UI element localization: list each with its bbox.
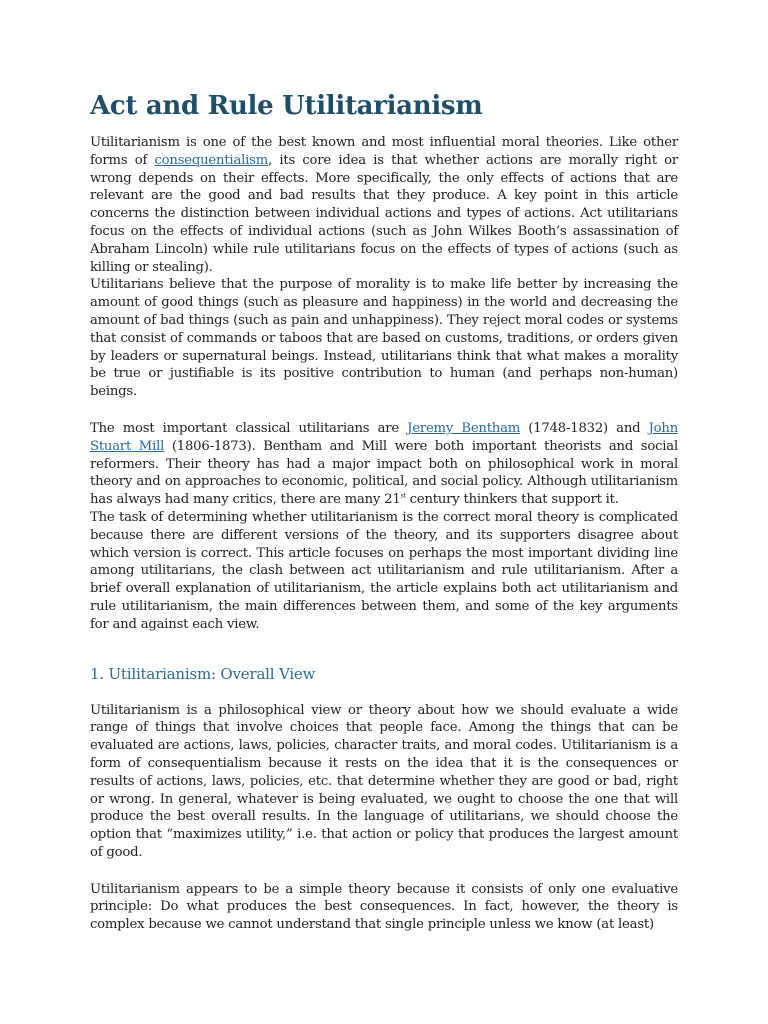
intro-paragraph-3: [90, 420, 678, 509]
section-heading-overall-view: 1. Utilitarianism: Overall View: [90, 664, 316, 683]
consequentialism-link[interactable]: consequentialism: [154, 152, 269, 168]
intro-text: (1748-1832) and: [520, 420, 649, 436]
intro-paragraph-4: The task of determining whether utilitarianism is the correct moral theory is complicated because there are different versions of the theory, and its supporters disagree about which version is correct. This article focuses on perhaps the most important dividing line among utilitarians, the clash between act utilitarianism and rule utilitarianism. After a brief overall explanation of utilitarianism, the article explains both act utilitarianism and rule utilitarianism, the main differences between them, and some of the key arguments for and against each view.: [90, 509, 678, 632]
intro-text: (1806-1873). Bentham and Mill were both important theorists and social reformers. Their theory has had a major impact both on philosophical work in moral theory and on approaches to economic, political, and social policy. Although utilitarianism has always had many critics, there are many 21: [90, 438, 678, 508]
jeremy-bentham-link[interactable]: Jeremy Bentham: [407, 420, 521, 436]
section1-paragraph-1: Utilitarianism is a philosophical view or theory about how we should evaluate a wide range of things that involve choices that people face. Among the things that can be evaluated are actions, laws, policies, character traits, and moral codes. Utilitarianism is a form of consequentialism because it rests on the idea that it is the consequences or results of actions, laws, policies, etc. that determine whether they are good or bad, right or wrong. In general, whatever is being evaluated, we ought to choose the one that will produce the best overall results. In the language of utilitarians, we should choose the option that “maximizes utility,” i.e. that action or policy that produces the largest amount of good.: [90, 702, 678, 860]
intro-text: century thinkers that support it.: [405, 492, 619, 508]
john-stuart-mill-link[interactable]: John Stuart Mill: [90, 420, 679, 454]
article: [90, 88, 678, 934]
section1-paragraph-2: Utilitarianism appears to be a simple theory because it consists of only one evaluative principle: Do what produces the best consequences. In fact, however, the theory is complex because we cannot understand that single principle unless we know (at least): [90, 881, 678, 933]
intro-text: Utilitarianism is one of the best known and most influential moral theories. Like other forms of: [90, 135, 678, 168]
intro-paragraph-2: Utilitarians believe that the purpose of morality is to make life better by increasing the amount of good things (such as pleasure and happiness) in the world and decreasing the amount of bad things (such as pain and unhappiness). They reject moral codes or systems that consist of commands or taboos that are based on customs, traditions, or orders given by leaders or supernatural beings. Instead, utilitarians think that what makes a morality be true or justifiable is its positive contribution to human (and perhaps non-human) beings.: [90, 277, 678, 400]
intro-text: , its core idea is that whether actions are morally right or wrong depends on their effects. More specifically, the only effects of actions that are relevant are the good and bad results that they produce. A key point in this article concerns the distinction between individual actions and types of actions. Act utilitarians focus on the effects of individual actions (such as John Wilkes Booth’s assassination of Abraham Lincoln) while rule utilitarians focus on the effects of types of actions (such as killing or stealing).: [90, 152, 678, 275]
ordinal-suffix: st: [400, 492, 406, 500]
page-title: Act and Rule Utilitarianism: [90, 91, 483, 121]
intro-text: The most important classical utilitarians are: [90, 420, 408, 436]
intro-paragraph-1: [90, 134, 678, 276]
